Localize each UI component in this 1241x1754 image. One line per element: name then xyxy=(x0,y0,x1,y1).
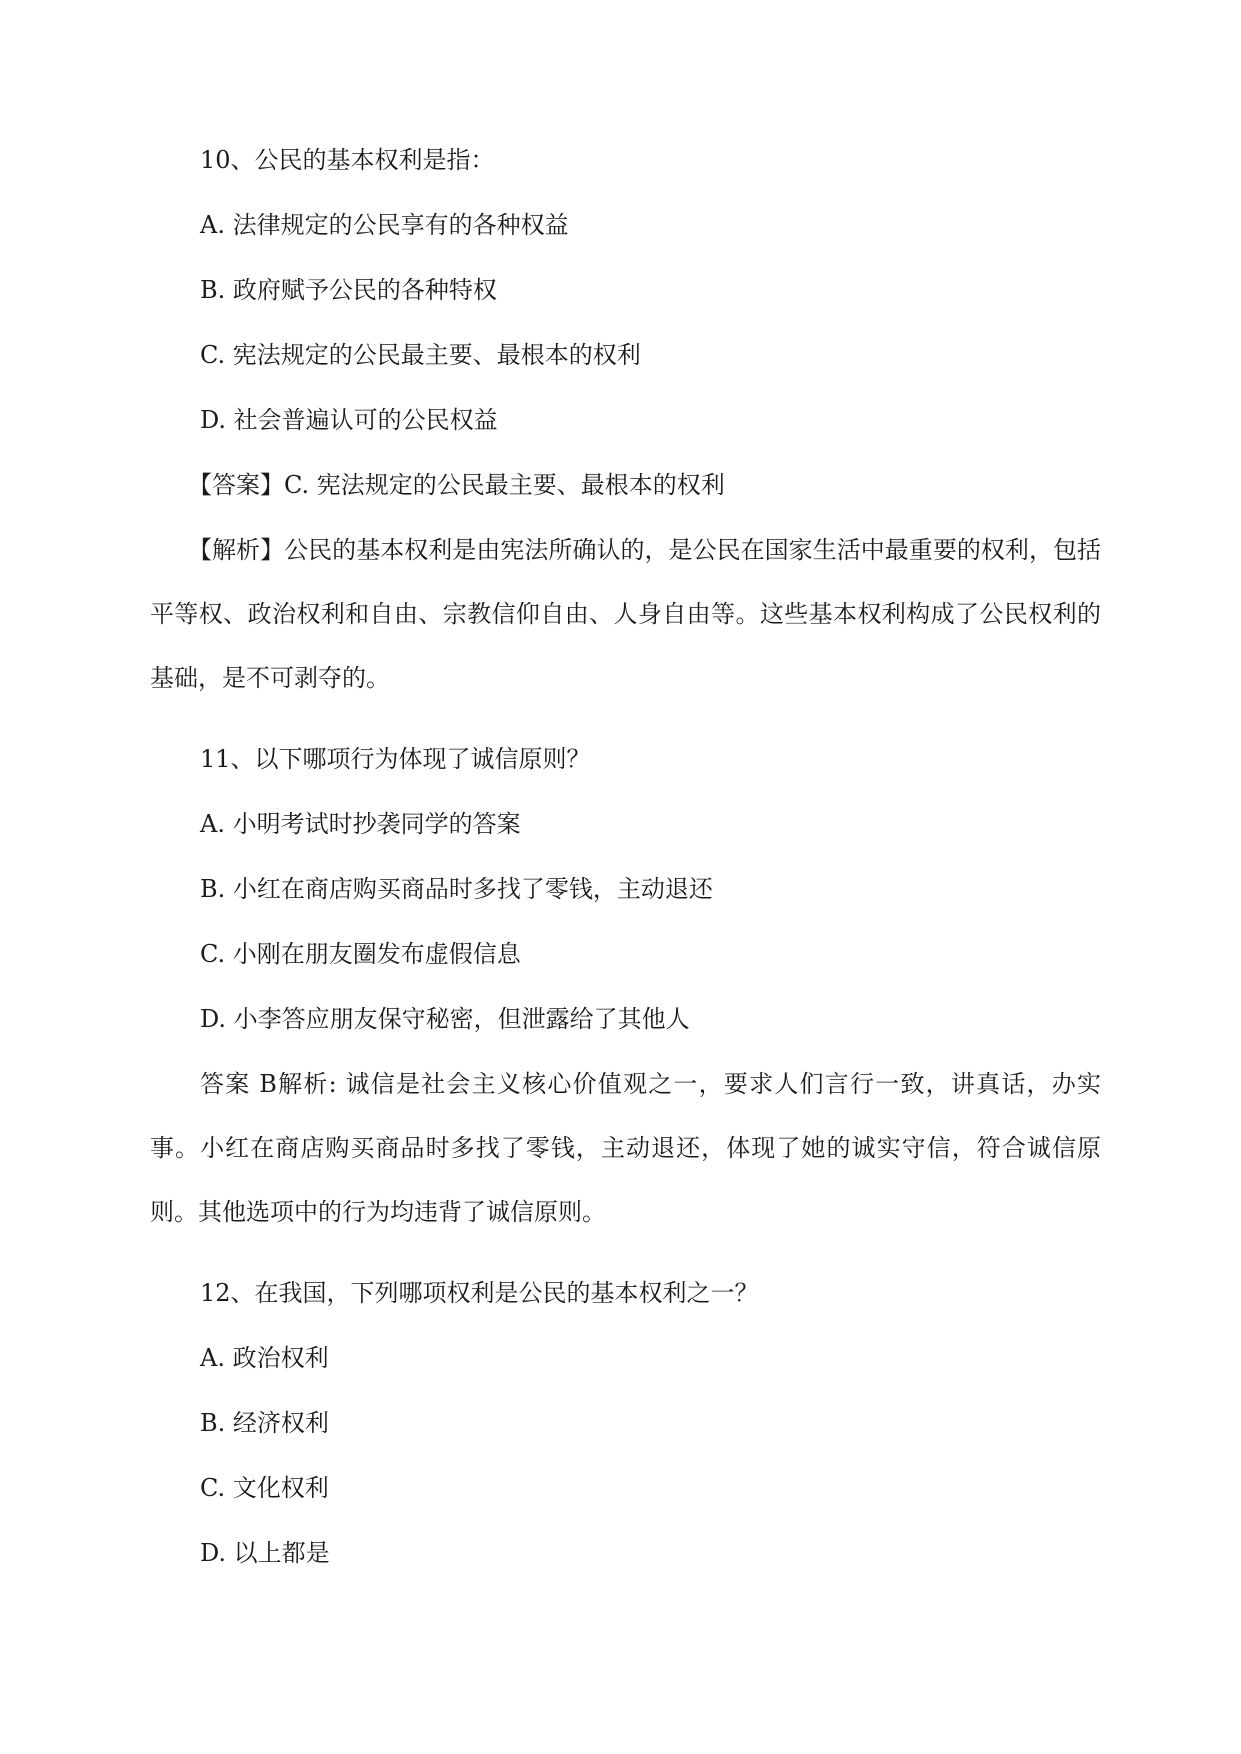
analysis-text: 解析: 诚信是社会主义核心价值观之一，要求人们言行一致，讲真话，办实事。小红在商店购买商品时多找了零钱，主动退还，体现了她的诚实守信，符合诚信原则。其他选项中的行为均违背了诚信原则。 xyxy=(150,1070,1101,1226)
analysis-text: 【解析】公民的基本权利是由宪法所确认的，是公民在国家生活中最重要的权利，包括平等权、政治权利和自由、宗教信仰自由、人身自由等。这些基本权利构成了公民权利的基础，是不可剥夺的。 xyxy=(150,536,1101,692)
question-text: 10、公民的基本权利是指： xyxy=(200,146,495,174)
option-d: D. 以上都是 xyxy=(200,1539,330,1567)
option-b: B. 政府赋予公民的各种特权 xyxy=(200,276,497,304)
answer-text: 答案 B xyxy=(200,1070,277,1098)
question-10 xyxy=(150,144,1101,710)
question-12 xyxy=(150,1277,1101,1569)
option-a: A. 政治权利 xyxy=(200,1344,329,1372)
question-11 xyxy=(150,743,1101,1244)
option-b: B. 小红在商店购买商品时多找了零钱，主动退还 xyxy=(200,875,713,903)
option-a: A. 小明考试时抄袭同学的答案 xyxy=(200,810,521,838)
question-text: 12、在我国，下列哪项权利是公民的基本权利之一？ xyxy=(200,1279,759,1307)
option-c: C. 小刚在朋友圈发布虚假信息 xyxy=(200,940,521,968)
option-b: B. 经济权利 xyxy=(200,1409,329,1437)
option-d: D. 社会普遍认可的公民权益 xyxy=(200,406,498,434)
option-c: C. 宪法规定的公民最主要、最根本的权利 xyxy=(200,341,641,369)
option-d: D. 小李答应朋友保守秘密，但泄露给了其他人 xyxy=(200,1005,690,1033)
answer-text: 【答案】C. 宪法规定的公民最主要、最根本的权利 xyxy=(188,471,725,499)
answer-analysis xyxy=(150,1052,1101,1244)
option-c: C. 文化权利 xyxy=(200,1474,329,1502)
question-text: 11、以下哪项行为体现了诚信原则？ xyxy=(200,745,591,773)
option-a: A. 法律规定的公民享有的各种权益 xyxy=(200,211,569,239)
